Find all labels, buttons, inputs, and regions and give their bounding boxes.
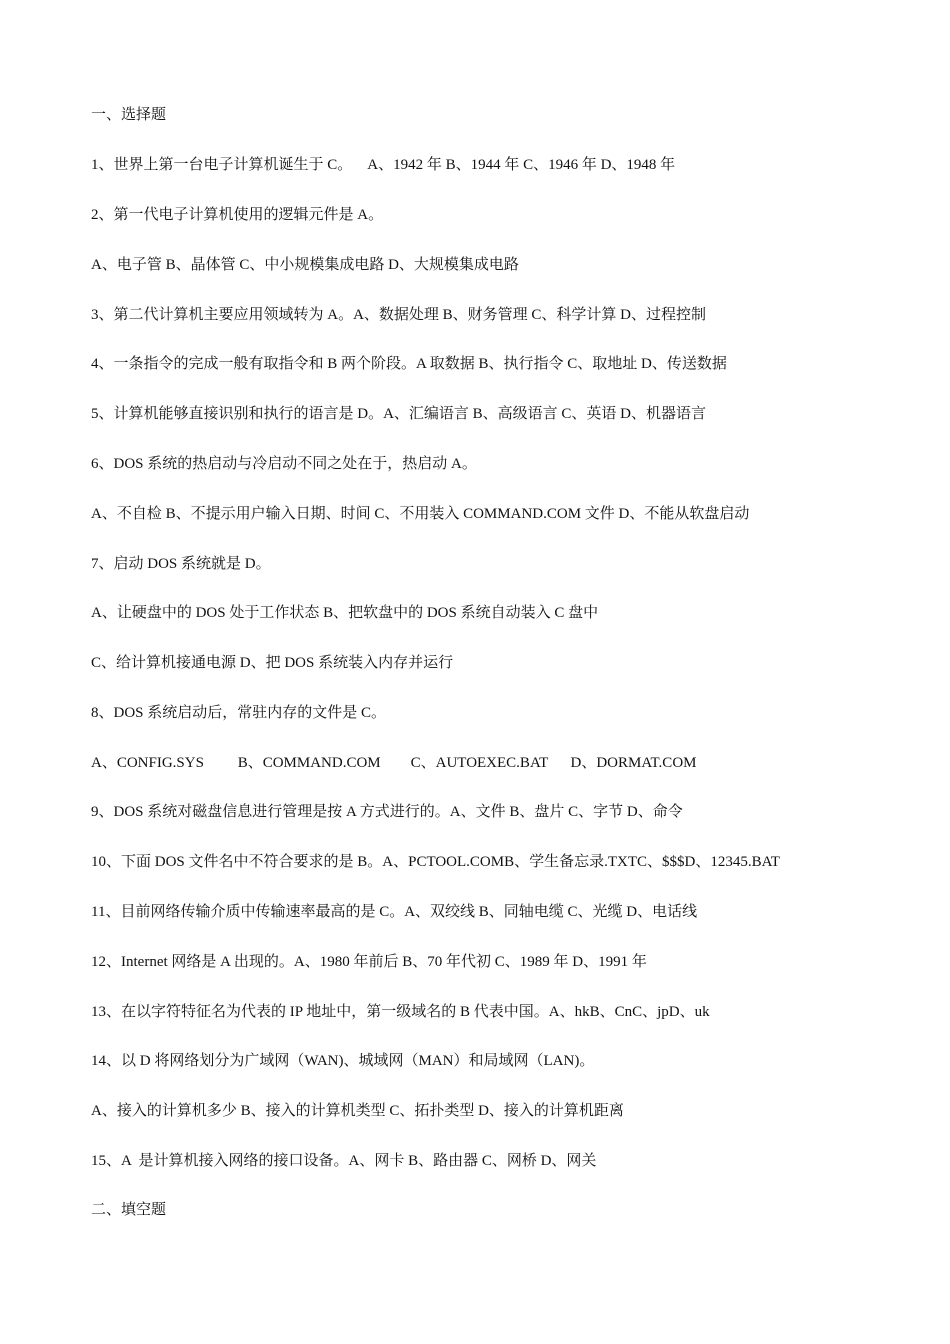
section-heading-fill-in: 二、填空题 <box>91 1202 167 1218</box>
question-2: 2、第一代电子计算机使用的逻辑元件是 A。 <box>91 207 384 223</box>
question-4: 4、一条指令的完成一般有取指令和 B 两个阶段。A 取数据 B、执行指令 C、取地址 D、传送数据 <box>91 356 727 372</box>
section-heading-choice: 一、选择题 <box>91 107 167 123</box>
question-7-options-ab: A、让硬盘中的 DOS 处于工作状态 B、把软盘中的 DOS 系统自动装入 C 盘中 <box>91 605 599 621</box>
question-9: 9、DOS 系统对磁盘信息进行管理是按 A 方式进行的。A、文件 B、盘片 C、字节 D、命令 <box>91 804 683 820</box>
question-15: 15、A 是计算机接入网络的接口设备。A、网卡 B、路由器 C、网桥 D、网关 <box>91 1153 597 1169</box>
question-7: 7、启动 DOS 系统就是 D。 <box>91 556 271 572</box>
question-8: 8、DOS 系统启动后，常驻内存的文件是 C。 <box>91 705 387 721</box>
question-6-options: A、不自检 B、不提示用户输入日期、时间 C、不用装入 COMMAND.COM 文件 D、不能从软盘启动 <box>91 506 750 522</box>
question-6: 6、DOS 系统的热启动与冷启动不同之处在于，热启动 A。 <box>91 456 477 472</box>
question-5: 5、计算机能够直接识别和执行的语言是 D。A、汇编语言 B、高级语言 C、英语 D、机器语言 <box>91 406 707 422</box>
question-2-options: A、电子管 B、晶体管 C、中小规模集成电路 D、大规模集成电路 <box>91 257 519 273</box>
question-12: 12、Internet 网络是 A 出现的。A、1980 年前后 B、70 年代初 C、1989 年 D、1991 年 <box>91 954 647 970</box>
question-7-options-cd: C、给计算机接通电源 D、把 DOS 系统装入内存并运行 <box>91 655 454 671</box>
question-10: 10、下面 DOS 文件名中不符合要求的是 B。A、PCTOOL.COMB、学生备忘录.TXTC、$$$D、12345.BAT <box>91 854 780 870</box>
question-14: 14、以 D 将网络划分为广域网（WAN)、城域网（MAN）和局域网（LAN)。 <box>91 1053 595 1069</box>
question-11: 11、目前网络传输介质中传输速率最高的是 C。A、双绞线 B、同轴电缆 C、光缆 D、电话线 <box>91 904 698 920</box>
question-13: 13、在以字符特征名为代表的 IP 地址中，第一级域名的 B 代表中国。A、hkB、CnC、jpD、uk <box>91 1004 710 1020</box>
question-14-options: A、接入的计算机多少 B、接入的计算机类型 C、拓扑类型 D、接入的计算机距离 <box>91 1103 624 1119</box>
question-3: 3、第二代计算机主要应用领域转为 A。A、数据处理 B、财务管理 C、科学计算 D、过程控制 <box>91 307 707 323</box>
question-8-options: A、CONFIG.SYS B、COMMAND.COM C、AUTOEXEC.BAT D、DORMAT.COM <box>91 755 697 771</box>
question-1: 1、世界上第一台电子计算机诞生于 C。 A、1942 年 B、1944 年 C、1946 年 D、1948 年 <box>91 157 676 173</box>
